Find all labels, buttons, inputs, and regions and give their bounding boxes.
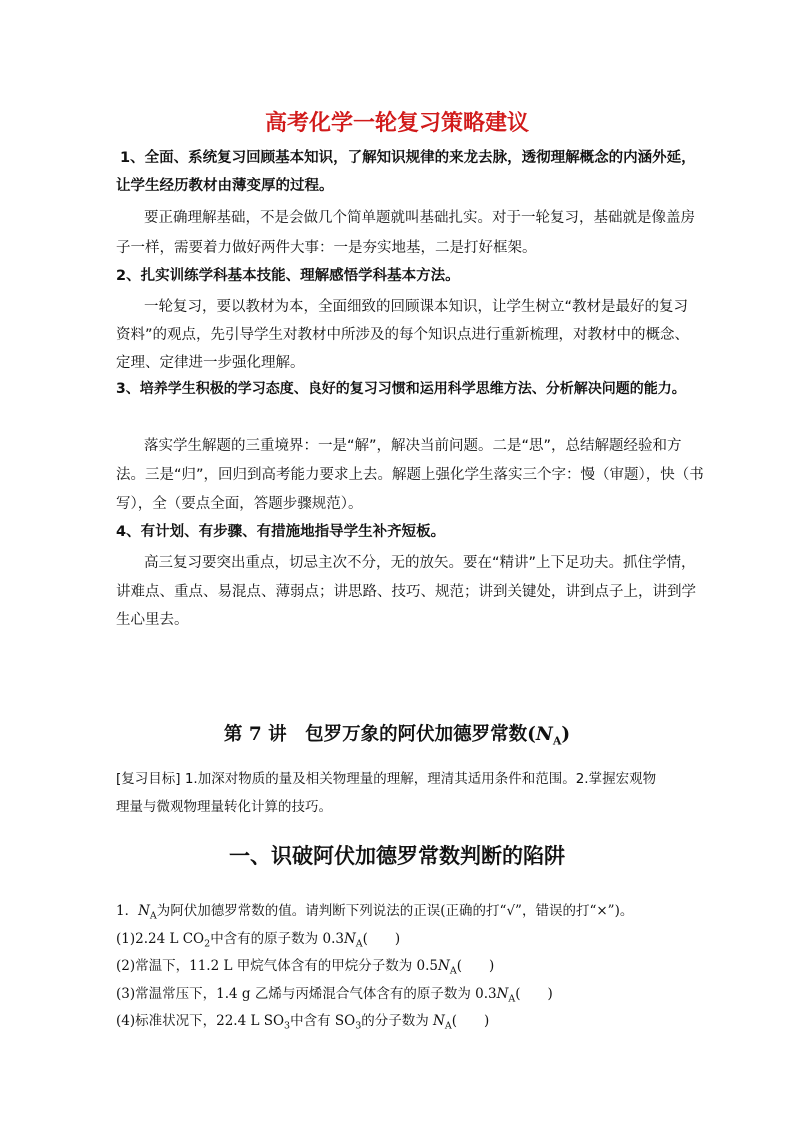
review-goal-line1: [复习目标] 1.加深对物质的量及相关物理量的理解，理清其适用条件和范围。2.掌握宏观物 [116,771,657,787]
lecture-title: 第 7 讲 包罗万象的阿伏加德罗常数$(N_A)$ [223,724,571,748]
question-item-1: (1)2.24 L $CO_2$中含有的原子数为 $0.3N_A$( ) [116,931,401,950]
point-3-body-line1: 落实学生解题的三重境界：一是“解”，解决当前问题。二是“思”，总结解题经验和方 [144,438,682,454]
point-4-body-line1: 高三复习要突出重点，切忌主次不分，无的放矢。要在“精讲”上下足功夫。抓住学情， [144,555,696,571]
page-title: 高考化学一轮复习策略建议 [264,111,529,136]
point-3-body-line2: 法。三是“归”，回归到高考能力要求上去。解题上强化学生落实三个字：慢（审题），快（书 [116,467,704,483]
point-2-body-line1: 一轮复习，要以教材为本，全面细致的回顾课本知识，让学生树立“教材是最好的复习 [144,299,689,315]
point-4-body-line3: 生心里去。 [116,612,189,628]
point-2-heading: 2、扎实训练学科基本技能、理解感悟学科基本方法。 [116,268,460,284]
point-1-body-line1: 要正确理解基础，不是会做几个简单题就叫基础扎实。对于一轮复习，基础就是像盖房 [144,210,695,226]
point-1-heading-line2: 让学生经历教材由薄变厚的过程。 [116,178,334,194]
question-item-3: (3)常温常压下，1.4 g 乙烯与丙烯混合气体含有的原子数为 $0.3N_A$( ) [116,986,553,1005]
point-3-heading: 3、培养学生积极的学习态度、良好的复习习惯和运用科学思维方法、分析解决问题的能力。 [116,381,686,397]
point-2-body-line3: 定理、定律进一步强化理解。 [116,355,305,371]
question-item-4: (4)标准状况下，22.4 L $SO_3$中含有 $SO_3$的分子数为 $N_A$( ) [116,1013,490,1032]
review-goal-label: [复习目标] [116,771,181,787]
point-3-body-line3: 写），全（要点全面，答题步骤规范）。 [116,496,363,512]
point-1-body-line2: 子一样，需要着力做好两件大事：一是夯实地基，二是打好框架。 [116,240,537,256]
point-4-heading: 4、有计划、有步骤、有措施地指导学生补齐短板。 [116,524,446,540]
point-1-heading-line1: 1、全面、系统复习回顾基本知识，了解知识规律的来龙去脉，透彻理解概念的内涵外延， [120,150,696,166]
question-item-2: (2)常温下，11.2 L 甲烷气体含有的甲烷分子数为 $0.5N_A$( ) [116,958,495,977]
point-4-body-line2: 讲难点、重点、易混点、薄弱点；讲思路、技巧、规范；讲到关键处，讲到点子上，讲到学 [116,584,696,600]
review-goal-line2: 理量与微观物理量转化计算的技巧。 [116,799,332,815]
question-stem: 1．$N_A$为阿伏加德罗常数的值。请判断下列说法的正误(正确的打“√”，错误的打“×”)。 [116,903,634,922]
section-title: 一、识破阿伏加德罗常数判断的陷阱 [229,844,565,868]
point-2-body-line2: 资料”的观点，先引导学生对教材中所涉及的每个知识点进行重新梳理，对教材中的概念、 [116,327,690,343]
